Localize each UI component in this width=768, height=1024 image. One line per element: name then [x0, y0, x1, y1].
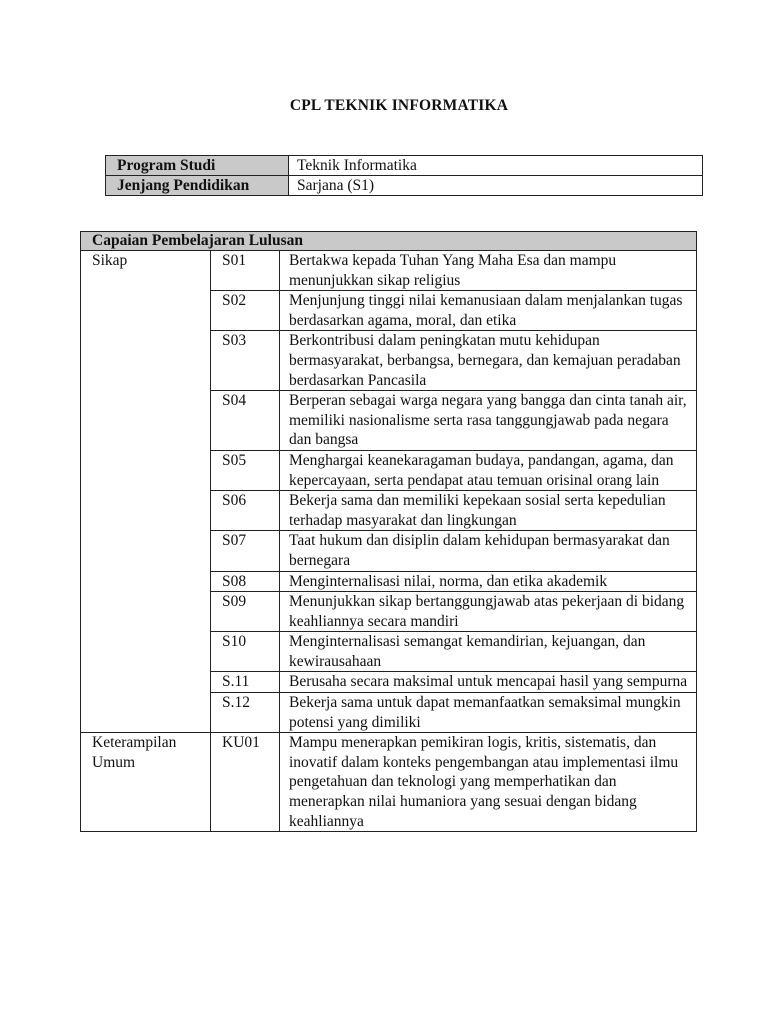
code-cell: S03: [211, 331, 280, 391]
category-cell: Keterampilan Umum: [81, 733, 211, 832]
table-row: [81, 251, 697, 291]
info-row: [106, 156, 703, 176]
description-cell: Berkontribusi dalam peningkatan mutu kehidupan bermasyarakat, berbangsa, bernegara, dan kemajuan peradaban berdasarkan Pancasila: [280, 331, 697, 391]
cpl-header: Capaian Pembelajaran Lulusan: [81, 232, 697, 251]
info-row: [106, 176, 703, 196]
cpl-table: [80, 231, 697, 832]
document-title: CPL TEKNIK INFORMATIKA: [289, 97, 509, 114]
description-cell: Menginternalisasi nilai, norma, dan etika akademik: [280, 571, 697, 592]
code-cell: S01: [211, 251, 280, 291]
code-cell: S05: [211, 450, 280, 490]
description-cell: Bekerja sama dan memiliki kepekaan sosial serta kepedulian terhadap masyarakat dan lingkungan: [280, 491, 697, 531]
description-cell: Menjunjung tinggi nilai kemanusiaan dalam menjalankan tugas berdasarkan agama, moral, dan etika: [280, 291, 697, 331]
description-cell: Berperan sebagai warga negara yang bangga dan cinta tanah air, memiliki nasionalisme serta rasa tanggungjawab pada negara dan bangsa: [280, 391, 697, 451]
description-cell: Bertakwa kepada Tuhan Yang Maha Esa dan mampu menunjukkan sikap religius: [280, 251, 697, 291]
code-cell: S02: [211, 291, 280, 331]
code-cell: S.11: [211, 672, 280, 693]
code-cell: S04: [211, 391, 280, 451]
info-value: Teknik Informatika: [289, 156, 703, 176]
table-row: [81, 733, 697, 832]
code-cell: S09: [211, 592, 280, 632]
cpl-header-row: [81, 232, 697, 251]
description-cell: Bekerja sama untuk dapat memanfaatkan semaksimal mungkin potensi yang dimiliki: [280, 693, 697, 733]
code-cell: KU01: [211, 733, 280, 832]
description-cell: Menghargai keanekaragaman budaya, pandangan, agama, dan kepercayaan, serta pendapat atau temuan orisinal orang lain: [280, 450, 697, 490]
code-cell: S06: [211, 491, 280, 531]
cpl-body: [81, 251, 697, 832]
code-cell: S07: [211, 531, 280, 571]
description-cell: Menginternalisasi semangat kemandirian, kejuangan, dan kewirausahaan: [280, 632, 697, 672]
info-label: Jenjang Pendidikan: [106, 176, 289, 196]
program-info-table: [105, 155, 703, 196]
info-label: Program Studi: [106, 156, 289, 176]
code-cell: S10: [211, 632, 280, 672]
description-cell: Taat hukum dan disiplin dalam kehidupan bermasyarakat dan bernegara: [280, 531, 697, 571]
info-value: Sarjana (S1): [289, 176, 703, 196]
code-cell: S08: [211, 571, 280, 592]
code-cell: S.12: [211, 693, 280, 733]
category-cell: Sikap: [81, 251, 211, 733]
description-cell: Mampu menerapkan pemikiran logis, kritis, sistematis, dan inovatif dalam konteks pengembangan atau implementasi ilmu pengetahuan dan teknologi yang memperhatikan dan menerapkan nilai humaniora yang sesuai dengan bidang keahliannya: [280, 733, 697, 832]
description-cell: Berusaha secara maksimal untuk mencapai hasil yang sempurna: [280, 672, 697, 693]
description-cell: Menunjukkan sikap bertanggungjawab atas pekerjaan di bidang keahliannya secara mandiri: [280, 592, 697, 632]
